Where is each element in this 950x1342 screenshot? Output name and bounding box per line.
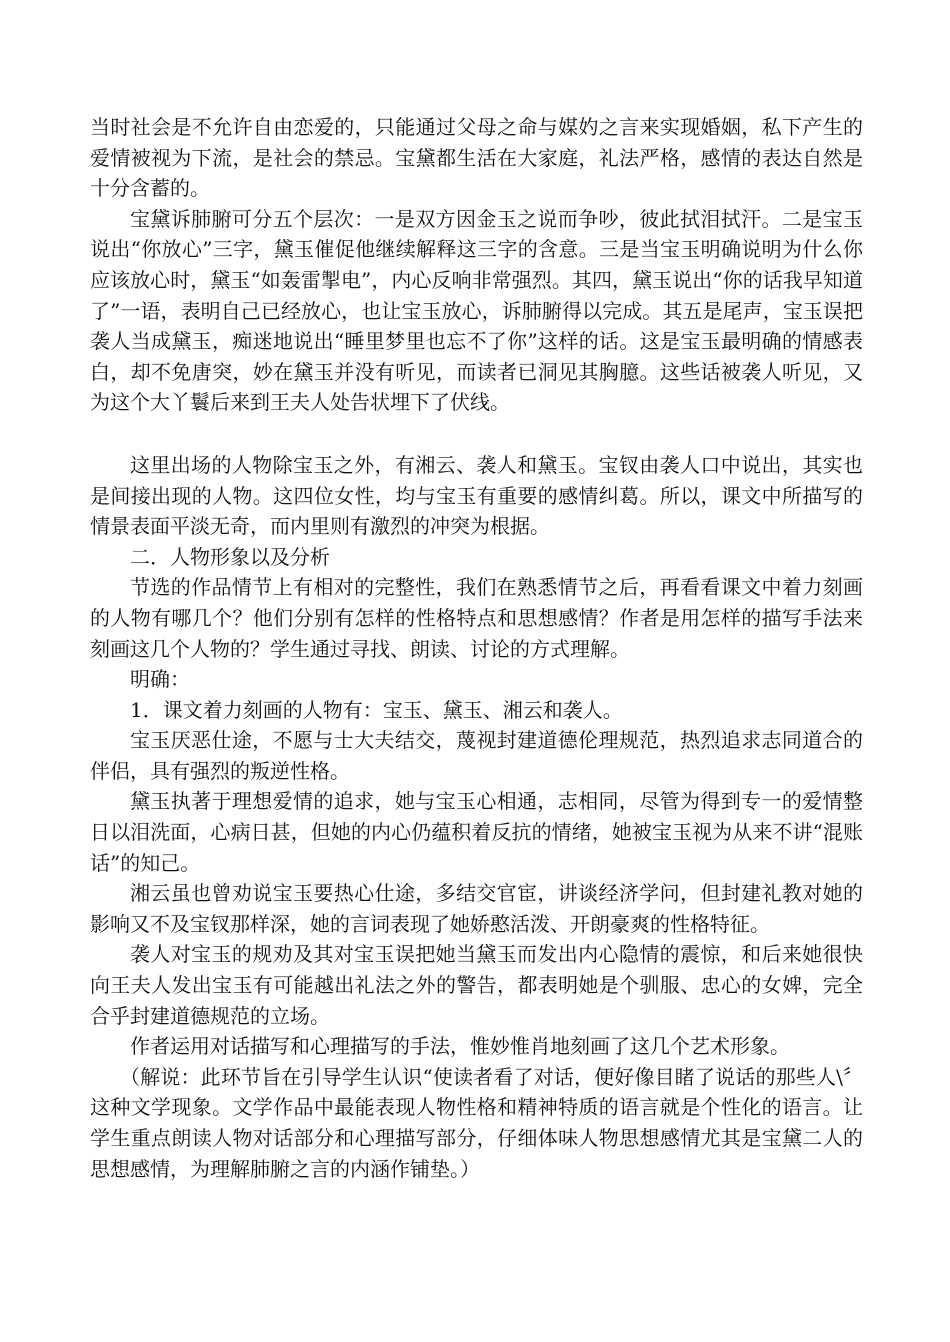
paragraph-social-context: 当时社会是不允许自由恋爱的，只能通过父母之命与媒妁之言来实现婚姻，私下产生的爱情被视为下流，是社会的禁忌。宝黛都生活在大家庭，礼法严格，感情的表达自然是十分含蓄的。 xyxy=(90,115,863,201)
paragraph-baoyu: 宝玉厌恶仕途，不愿与士大夫结交，蔑视封建道德伦理规范，热烈追求志同道合的伴侣，具有强烈的叛逆性格。 xyxy=(90,728,863,783)
paragraph-technique: 作者运用对话描写和心理描写的手法，惟妙惟肖地刻画了这几个艺术形象。 xyxy=(130,1034,790,1059)
paragraph-daiyu: 黛玉执著于理想爱情的追求，她与宝玉心相通，志相同，尽管为得到专一的爱情整日以泪洗面，心病日甚，但她的内心仍蕴积着反抗的情绪，她被宝玉视为从来不讲“混账话”的知己。 xyxy=(90,789,863,875)
paragraph-five-levels: 宝黛诉肺腑可分五个层次：一是双方因金玉之说而争吵，彼此拭泪拭汗。二是宝玉说出“你放心”三字，黛玉催促他继续解释这三字的含意。三是当宝玉明确说明为什么你应该放心时，黛玉“如轰雷掣电”，内心反响非常强烈。其四，黛玉说出“你的话我早知道了”一语，表明自己已经放心，也让宝玉放心，诉肺腑得以完成。其五是尾声，宝玉误把袭人当成黛玉，痴迷地说出“睡里梦里也忘不了你”这样的话。这是宝玉最明确的情感表白，却不免唐突，妙在黛玉并没有听见，而读者已洞见其胸臆。这些话被袭人听见，又为这个大丫鬟后来到王夫人处告状埋下了伏线。 xyxy=(90,206,863,415)
paragraph-explanation-note: （解说：此环节旨在引导学生认识“使读者看了对话，便好像目睹了说话的那些人\〞这种文学现象。文学作品中最能表现人物性格和精神特质的语言就是个性化的语言。让学生重点朗读人物对话部分和心理描写部分，仔细体味人物思想感情尤其是宝黛二人的思想感情，为理解肺腑之言的内涵作铺垫。） xyxy=(90,1064,863,1181)
paragraph-xiren: 袭人对宝玉的规劝及其对宝玉误把她当黛玉而发出内心隐情的震惊，和后来她很快向王夫人发出宝玉有可能越出礼法之外的警告，都表明她是个驯服、忠心的女婢，完全合乎封建道德规范的立场。 xyxy=(90,942,863,1028)
paragraph-characters-present: 这里出场的人物除宝玉之外，有湘云、袭人和黛玉。宝钗由袭人口中说出，其实也是间接出现的人物。这四位女性，均与宝玉有重要的感情纠葛。所以，课文中所描写的情景表面平淡无奇，而内里则有激烈的冲突为根据。 xyxy=(90,452,863,539)
paragraph-point-one: 1．课文着力刻画的人物有：宝玉、黛玉、湘云和袭人。 xyxy=(130,697,623,722)
paragraph-gap xyxy=(90,418,863,450)
document-page xyxy=(90,112,863,1184)
paragraph-xiangyun: 湘云虽也曾劝说宝玉要热心仕途，多结交官宦，讲谈经济学问，但封建礼教对她的影响又不及宝钗那样深，她的言词表现了她娇憨活泼、开朗豪爽的性格特征。 xyxy=(90,881,863,936)
paragraph-guiding-questions: 节选的作品情节上有相对的完整性，我们在熟悉情节之后，再看看课文中着力刻画的人物有哪几个？他们分别有怎样的性格特点和思想感情？作者是用怎样的描写手法来刻画这几个人物的？学生通过寻找、朗读、讨论的方式理解。 xyxy=(90,575,863,661)
paragraph-clarify-label: 明确： xyxy=(130,667,190,692)
section-heading-character-analysis: 二．人物形象以及分析 xyxy=(130,544,330,569)
